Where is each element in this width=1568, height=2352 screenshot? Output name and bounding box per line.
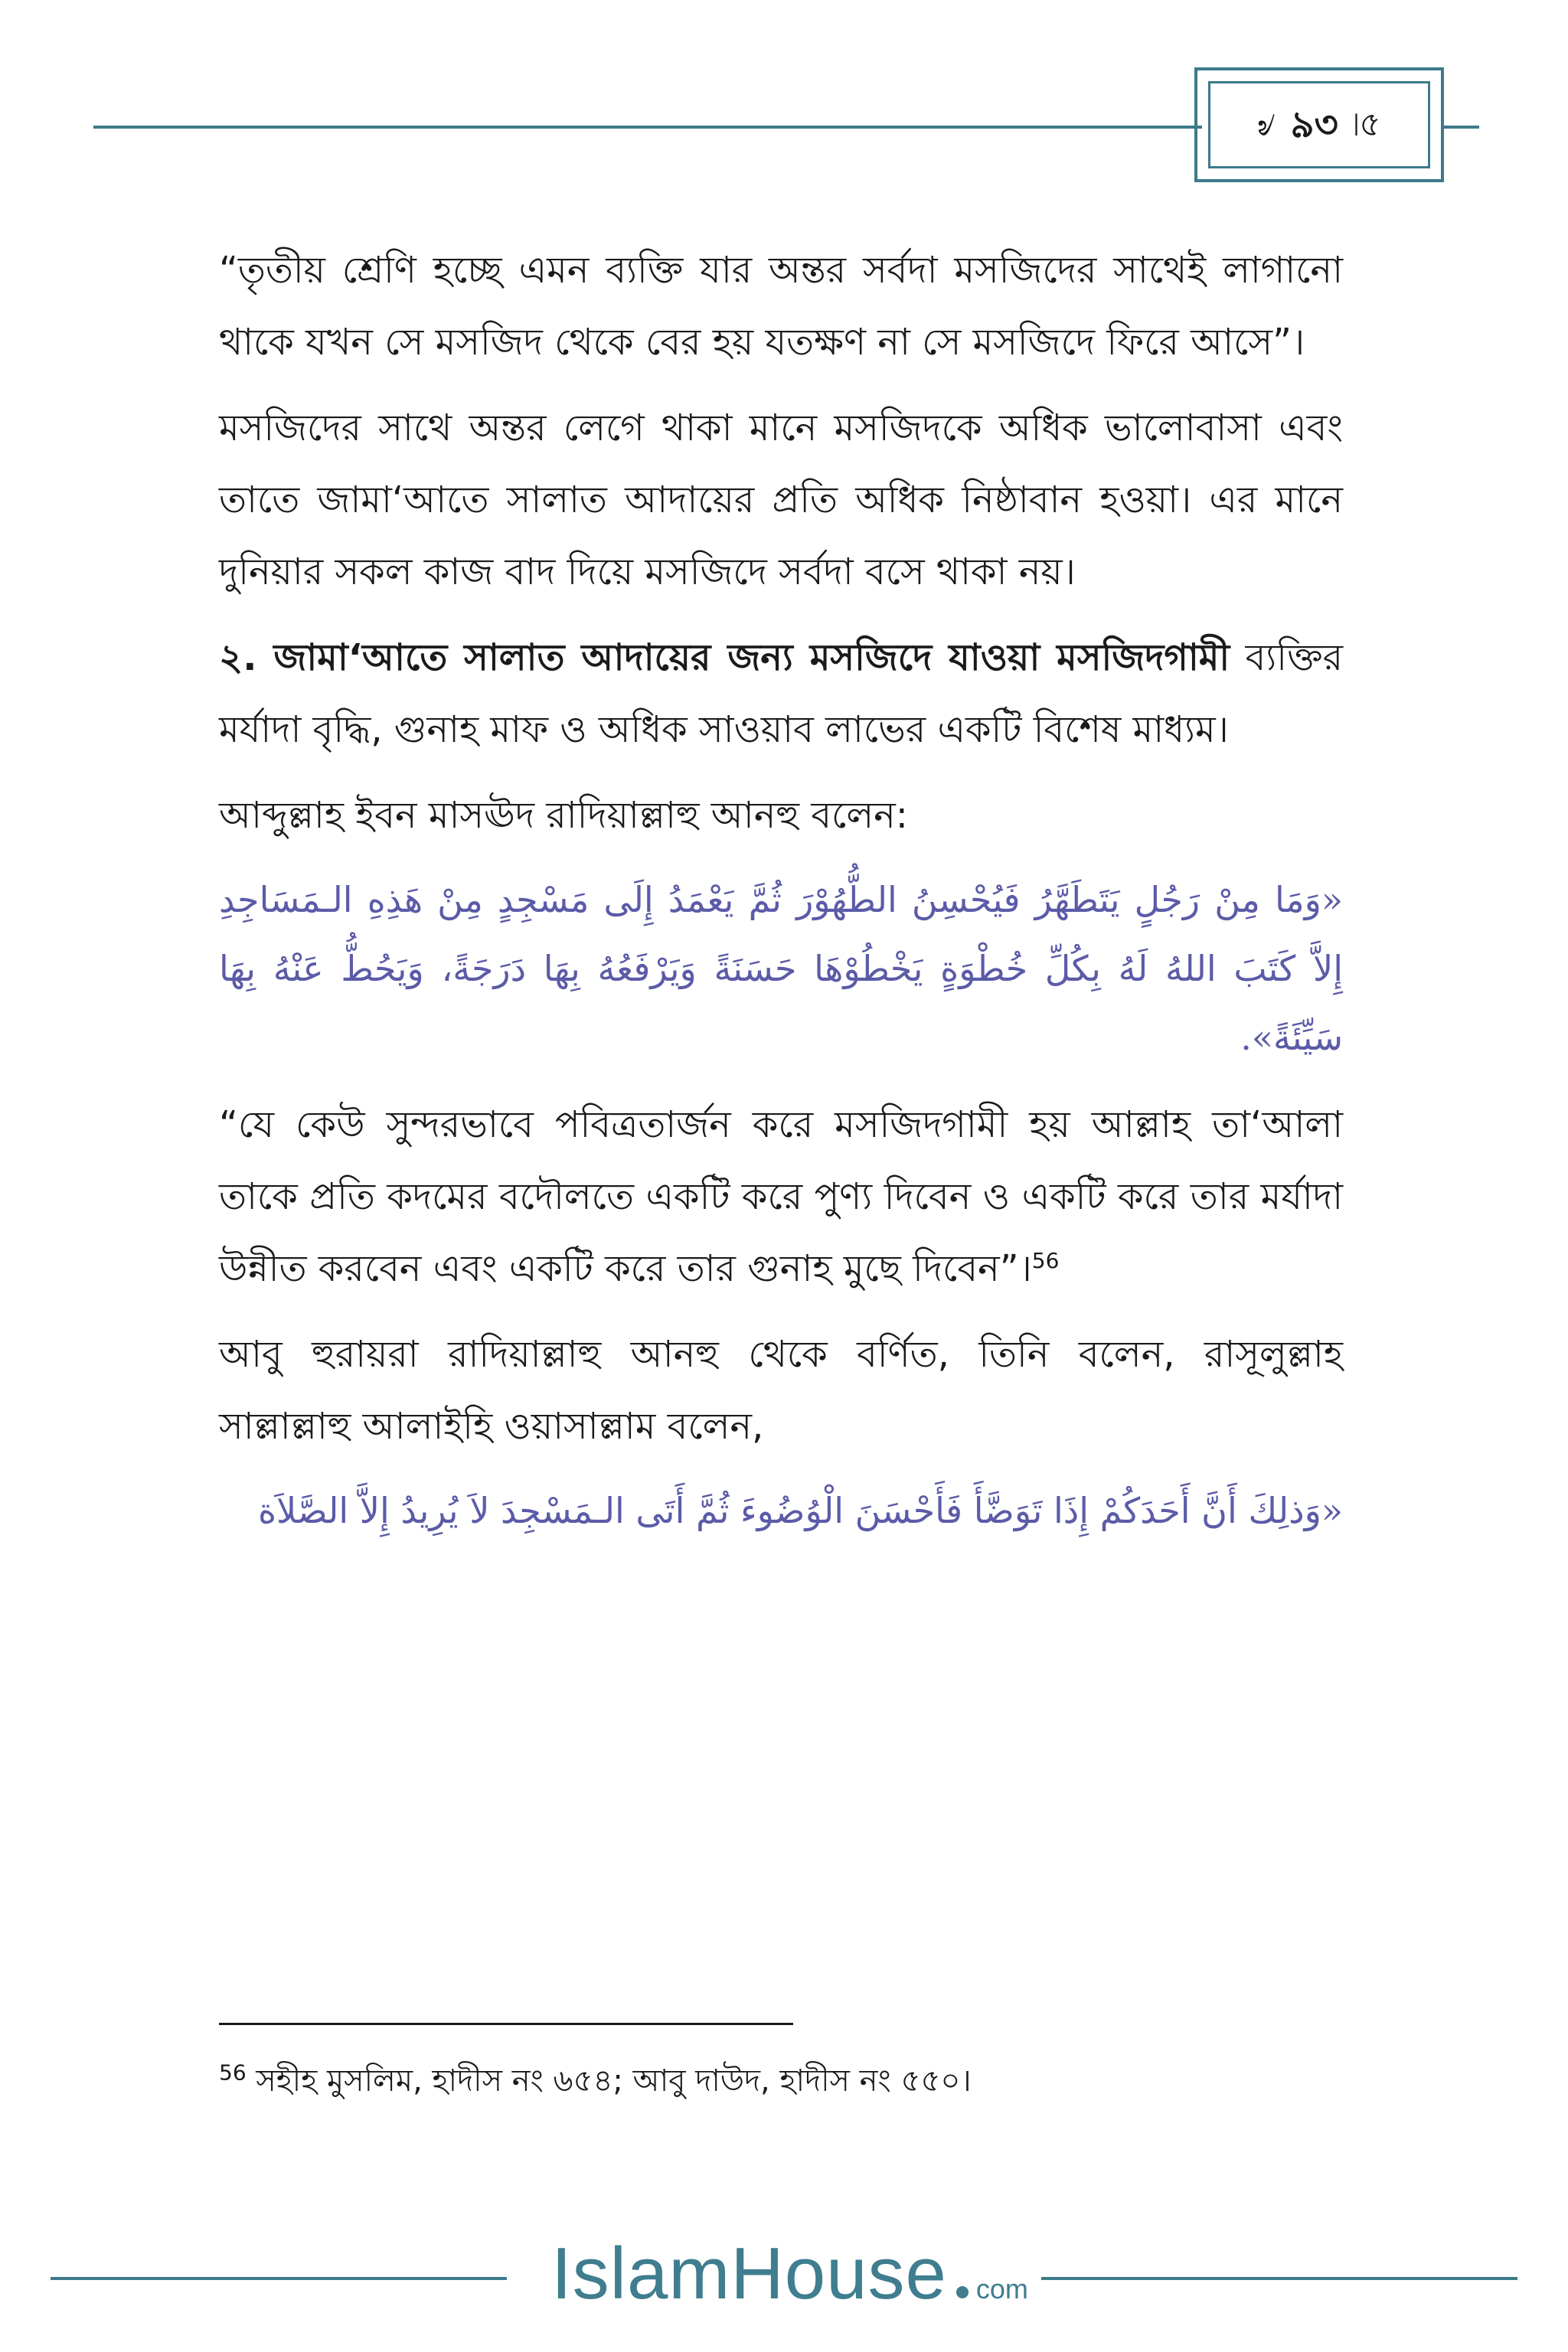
footnote-divider: [219, 2023, 793, 2025]
narrator-line-1: আব্দুল্লাহ ইবন মাসঊদ রাদিয়াল্লাহু আনহু বলেন:: [219, 794, 908, 837]
page-number-box: [1194, 67, 1444, 182]
translation-text: “যে কেউ সুন্দরভাবে পবিত্রতার্জন করে মসজিদগামী হয় আল্লাহ তা‘আলা তাকে প্রতি কদমের বদৌলতে একটি করে পুণ্য দিবেন ও একটি করে তার মর্যাদা উন্নীত করবেন এবং একটি করে তার গুনাহ মুছে দিবেন”।: [219, 1103, 1343, 1290]
islamhouse-logo: [551, 2232, 1028, 2316]
footnote-number: 56: [219, 2060, 247, 2086]
page-body: [219, 234, 1343, 1562]
footnote: [219, 2058, 972, 2104]
page-number: ৯৩: [1290, 103, 1338, 146]
point-2-heading: ২. জামা‘আতে সালাত আদায়ের জন্য মসজিদে যাওয়া মসজিদগামী: [219, 636, 1230, 679]
footer-rule-right: [1041, 2277, 1517, 2280]
footnote-text: সহীহ মুসলিম, হাদীস নং ৬৫৪; আবু দাউদ, হাদীস নং ৫৫০।: [256, 2063, 972, 2099]
narrator-line-2: আবু হুরায়রা রাদিয়াল্লাহু আনহু থেকে বর্ণিত, তিনি বলেন, রাসূলুল্লাহ সাল্লাল্লাহু আলাইহি ওয়াসাল্লাম বলেন,: [219, 1333, 1343, 1448]
translation-paragraph: [219, 1089, 1343, 1305]
brand-name: IslamHouse: [551, 2233, 947, 2314]
ornament-right-icon: ৷৫: [1353, 105, 1381, 144]
footer-rule-left: [51, 2277, 507, 2280]
footnote-reference[interactable]: 56: [1031, 1248, 1060, 1273]
header-rule-left: [93, 126, 1202, 129]
explanation-paragraph: মসজিদের সাথে অন্তর লেগে থাকা মানে মসজিদকে অধিক ভালোবাসা এবং তাতে জামা‘আতে সালাত আদায়ের প্রতি অধিক নিষ্ঠাবান হওয়া। এর মানে দুনিয়ার সকল কাজ বাদ দিয়ে মসজিদে সর্বদা বসে থাকা নয়।: [219, 407, 1343, 593]
page-number-frame: [1208, 81, 1430, 168]
ornament-left-icon: ৶: [1257, 105, 1276, 144]
brand-domain: com: [975, 2273, 1028, 2305]
header-rule-right: [1441, 126, 1479, 129]
arabic-hadith-2: «وَذلِكَ أَنَّ أَحَدَكُمْ إِذَا تَوَضَّأَ فَأَحْسَنَ الْوُضُوءَ ثُمَّ أَتَى الـمَسْجِدَ لاَ يُرِيدُ إِلاَّ الصَّلاَة: [257, 1490, 1343, 1531]
point-2-paragraph: [219, 622, 1343, 766]
point-2-text: ব্যক্তির মর্যাদা বৃদ্ধি, গুনাহ মাফ ও অধিক সাওয়াব লাভের একটি বিশেষ মাধ্যম।: [219, 636, 1343, 751]
brand-dot-icon: [956, 2286, 969, 2298]
quote-paragraph: “তৃতীয় শ্রেণি হচ্ছে এমন ব্যক্তি যার অন্তর সর্বদা মসজিদের সাথেই লাগানো থাকে যখন সে মসজিদ থেকে বের হয় যতক্ষণ না সে মসজিদে ফিরে আসে”।: [219, 249, 1343, 364]
arabic-hadith-1: «وَمَا مِنْ رَجُلٍ يَتَطَهَّرُ فَيُحْسِنُ الطُّهُوْرَ ثُمَّ يَعْمَدُ إِلَى مَسْجِدٍ مِنْ هَذِهِ الـمَسَاجِدِ إِلاَّ كَتَبَ اللهُ لَهُ بِكُلِّ خُطْوَةٍ يَخْطُوْهَا حَسَنَةً وَيَرْفَعُهُ بِهَا دَرَجَةً، وَيَحُطُّ عَنْهُ بِهَا سَيِّئَةً».: [219, 879, 1343, 1058]
